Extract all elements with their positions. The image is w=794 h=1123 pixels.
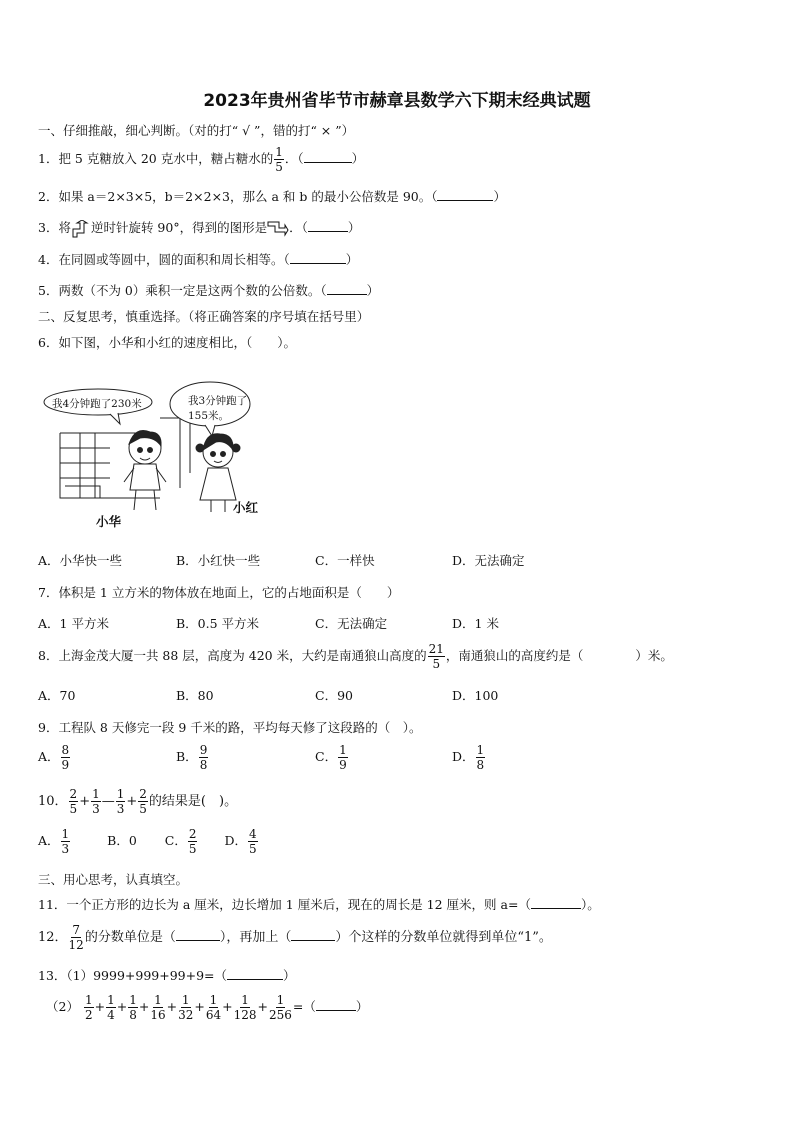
label-xiaohong: 小红 (233, 500, 259, 515)
fraction-numerator: 1 (276, 993, 285, 1007)
question-8-text-b: ，南通狼山的高度约是（ (445, 648, 584, 663)
question-1-paren-close: ） (351, 151, 365, 166)
fraction-numerator: 1 (129, 993, 137, 1007)
fraction-numerator: 1 (209, 993, 218, 1007)
fraction-denominator: 256 (269, 1008, 292, 1022)
section-3-heading: 三、用心思考，认真填空。 (38, 872, 189, 887)
fraction-denominator: 4 (107, 1008, 115, 1022)
question-13-part-2 (46, 994, 368, 1021)
question-number: 12． (38, 930, 68, 945)
question-8-text: 8．上海金茂大厦一共 88 层，高度为 420 米，大约是南通狼山高度的 (38, 648, 427, 663)
answer-blank-11[interactable] (531, 897, 581, 909)
section-1-heading: 一、仔细推敲，细心判断。（对的打“ √ ”，错的打“ × ”） (38, 123, 355, 138)
equals-paren-open: =（ (292, 999, 316, 1014)
question-13-paren-close-1: ） (283, 968, 296, 983)
answer-blank-12a[interactable] (176, 929, 220, 941)
plus-sign: + (194, 999, 205, 1014)
fraction-denominator: 64 (205, 1008, 222, 1022)
question-3-paren-open: ．（ (289, 220, 308, 235)
q10-option-b[interactable]: B．0 (107, 833, 137, 848)
fraction-numerator: 1 (241, 993, 249, 1007)
question-4-text: 4．在同圆或等圆中，圆的面积和周长相等。（ (38, 252, 290, 267)
question-2-text: 2．如果 a＝2×3×5，b＝2×2×3，那么 a 和 b 的最小公倍数是 90。（ (38, 189, 438, 204)
q6-option-b[interactable]: B．小红快一些 (176, 553, 261, 568)
question-5 (38, 281, 379, 299)
question-12-text-c: ）个这样的分数单位就得到单位“1”。 (335, 930, 552, 945)
option-label: A． (38, 833, 60, 848)
fraction-denominator: 9 (61, 758, 70, 772)
fraction-numerator: 9 (199, 743, 208, 757)
plus-sign: + (166, 999, 178, 1014)
option-label: B． (176, 749, 198, 764)
fraction-denominator: 5 (275, 160, 283, 174)
question-4 (38, 250, 358, 268)
option-label: D． (224, 833, 247, 848)
page-title: 2023年贵州省毕节市赫章县数学六下期末经典试题 (203, 91, 591, 111)
q8-option-d[interactable]: D．100 (452, 688, 499, 703)
fraction-denominator: 5 (139, 802, 147, 816)
fraction-numerator: 1 (181, 993, 190, 1007)
question-11-text: 11．一个正方形的边长为 a 厘米，边长增加 1 厘米后，现在的周长是 12 厘米，则 a=（ (38, 897, 531, 912)
question-2 (38, 187, 506, 205)
question-2-paren-close: ） (493, 189, 506, 204)
question-8 (38, 643, 673, 670)
q7-option-b[interactable]: B．0.5 平方米 (176, 616, 260, 631)
fraction-denominator: 5 (188, 842, 197, 856)
q9-option-a[interactable] (38, 744, 71, 771)
option-label: D． (452, 749, 475, 764)
question-11 (38, 895, 600, 913)
question-13-part-label: （2） (46, 999, 79, 1014)
plus-sign: + (116, 999, 128, 1014)
question-1-paren-open: ．（ (284, 151, 304, 166)
fraction-denominator: 8 (129, 1008, 137, 1022)
question-5-text: 5．两数（不为 0）乘积一定是这两个数的公倍数。（ (38, 283, 327, 298)
fraction-denominator: 9 (339, 758, 347, 772)
fraction-numerator: 1 (339, 743, 347, 757)
question-12-text-b: ），再加上（ (219, 930, 292, 945)
answer-blank-1[interactable] (304, 151, 352, 163)
minus-sign: — (101, 794, 115, 809)
answer-blank-3[interactable] (308, 220, 348, 232)
question-3-paren-close: ） (347, 220, 361, 235)
fraction-numerator: 1 (275, 145, 283, 159)
fraction-denominator: 3 (61, 842, 70, 856)
question-5-paren-close: ） (366, 283, 380, 298)
option-label: C． (164, 833, 187, 848)
fraction-denominator: 8 (199, 758, 208, 772)
question-1-fraction (274, 146, 284, 173)
q7-option-d[interactable]: D．1 米 (452, 616, 499, 631)
fraction-denominator: 3 (116, 802, 125, 816)
question-3 (38, 218, 360, 238)
question-12 (38, 924, 552, 951)
question-7-text: 7．体积是 1 立方米的物体放在地面上，它的占地面积是（ ） (38, 585, 400, 600)
q9-option-d[interactable] (452, 744, 486, 771)
q10-options (38, 828, 259, 855)
q10-option-c[interactable] (164, 827, 199, 856)
plus-sign: + (94, 999, 106, 1014)
fraction-numerator: 1 (116, 787, 125, 801)
q6-option-c[interactable]: C．一样快 (315, 553, 375, 568)
question-3-text-b: 逆时针旋转 90°，得到的图形是 (90, 220, 268, 235)
fraction-numerator: 2 (69, 787, 78, 801)
q8-option-a[interactable]: A．70 (38, 688, 76, 703)
question-11-paren-close: ）。 (580, 897, 600, 912)
answer-blank-13b[interactable] (316, 999, 356, 1011)
fraction-denominator: 32 (178, 1008, 194, 1022)
fraction-numerator: 4 (248, 827, 257, 841)
fraction-numerator: 1 (107, 993, 115, 1007)
q8-option-b[interactable]: B．80 (176, 688, 214, 703)
question-6-text: 6．如下图，小华和小红的速度相比，（ ）。 (38, 335, 296, 350)
question-8-fraction (428, 643, 445, 670)
fraction-numerator: 1 (154, 993, 162, 1007)
plus-sign: + (222, 999, 233, 1014)
bubble-xiaohong-line1: 我3分钟跑了 (188, 395, 248, 407)
bubble-xiaohong-line2: 155米。 (188, 410, 230, 422)
q7-option-a[interactable]: A．1 平方米 (38, 616, 109, 631)
fraction-denominator: 16 (150, 1008, 166, 1022)
question-8-text-c: ）米。 (635, 648, 673, 663)
question-10 (38, 788, 237, 815)
fraction-numerator: 1 (84, 993, 93, 1007)
label-xiaohua: 小华 (96, 514, 122, 529)
bubble-xiaohua: 我4分钟跑了230米 (52, 398, 142, 410)
fraction-denominator: 128 (233, 1008, 257, 1022)
question-3-text-a: 3．将 (38, 220, 71, 235)
q10-option-d[interactable] (224, 827, 258, 856)
l-shape-original-icon (71, 220, 91, 238)
question-13-part-1 (38, 966, 296, 984)
fraction-denominator: 12 (68, 938, 84, 952)
section-2-heading: 二、反复思考，慎重选择。（将正确答案的序号填在括号里） (38, 309, 370, 324)
fraction-denominator: 5 (432, 657, 441, 671)
q6-option-a[interactable]: A．小华快一些 (38, 553, 123, 568)
question-4-paren-close: ） (345, 252, 359, 267)
fraction-numerator: 2 (139, 787, 147, 801)
answer-blank-4[interactable] (290, 252, 346, 264)
question-13-text-1: 13．（1）9999+999+99+9=（ (38, 968, 228, 983)
question-13-paren-close-2: ） (355, 999, 369, 1014)
q6-option-d[interactable]: D．无法确定 (452, 553, 525, 568)
fraction-numerator: 2 (188, 827, 197, 841)
q7-option-c[interactable]: C．无法确定 (315, 616, 388, 631)
option-label: A． (38, 749, 60, 764)
l-shape-rotated-icon (267, 220, 289, 238)
q9-option-c[interactable] (315, 744, 349, 771)
fraction-numerator: 21 (428, 642, 444, 656)
fraction-denominator: 5 (248, 842, 257, 856)
fraction-denominator: 2 (84, 1008, 93, 1022)
plus-sign: + (138, 999, 150, 1014)
plus-sign: + (79, 794, 91, 809)
q9-option-b[interactable] (176, 744, 209, 771)
fraction-denominator: 5 (69, 802, 78, 816)
question-1-text: 1．把 5 克糖放入 20 克水中，糖占糖水的 (38, 151, 274, 166)
question-number: 10． (38, 794, 68, 809)
fraction-numerator: 1 (476, 743, 485, 757)
question-1 (38, 146, 364, 173)
fraction-numerator: 1 (61, 827, 70, 841)
question-9-text: 9．工程队 8 天修完一段 9 千米的路，平均每天修了这段路的（ ）。 (38, 720, 422, 735)
fraction-numerator: 1 (92, 787, 100, 801)
fraction-numerator: 8 (61, 743, 70, 757)
answer-blank-5[interactable] (327, 283, 367, 295)
answer-blank-12b[interactable] (291, 929, 335, 941)
answer-blank-2[interactable] (437, 189, 493, 201)
plus-sign: + (257, 999, 268, 1014)
answer-blank-13a[interactable] (227, 968, 283, 980)
question-12-text-a: 的分数单位是（ (84, 930, 176, 945)
question-10-tail: 的结果是( )。 (148, 794, 238, 809)
fraction-denominator: 3 (92, 802, 100, 816)
plus-sign: + (126, 794, 138, 809)
q8-option-c[interactable]: C．90 (315, 688, 353, 703)
q10-option-a[interactable] (38, 827, 71, 856)
fraction-denominator: 8 (476, 758, 485, 772)
fraction-numerator: 7 (72, 923, 80, 937)
option-label: C． (315, 749, 338, 764)
